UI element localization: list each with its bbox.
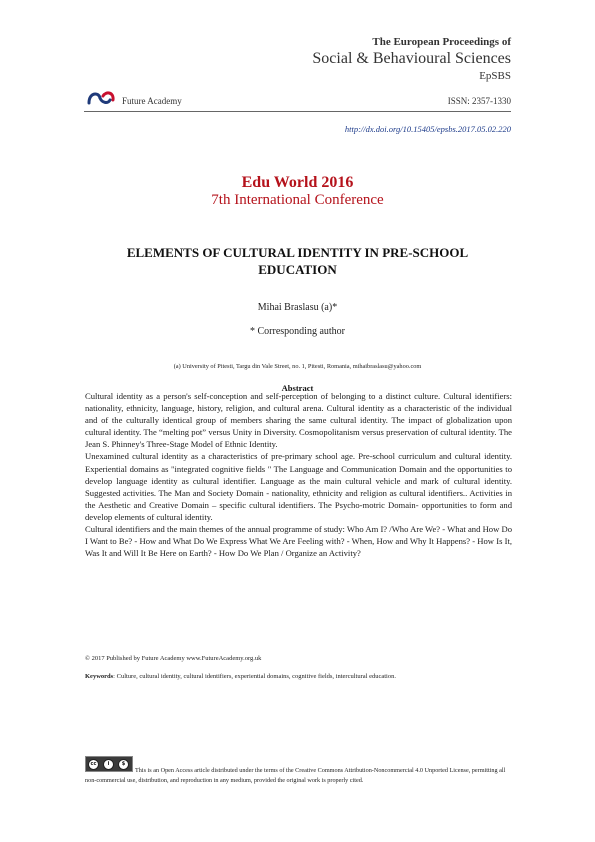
keywords-label: Keywords bbox=[85, 673, 114, 680]
doi-link[interactable]: http://dx.doi.org/10.15405/epsbs.2017.05.02.220 bbox=[344, 124, 511, 134]
journal-series-label: The European Proceedings of bbox=[372, 36, 511, 48]
abstract-heading: Abstract bbox=[281, 383, 314, 393]
publisher-name: Future Academy bbox=[122, 96, 182, 106]
cc-icon: cc bbox=[88, 759, 99, 770]
header-divider bbox=[84, 111, 511, 112]
future-academy-logo-icon bbox=[86, 90, 116, 105]
corresponding-author-note: * Corresponding author bbox=[250, 326, 345, 337]
paper-title: ELEMENTS OF CULTURAL IDENTITY IN PRE-SCHOOL EDUCATION bbox=[126, 245, 469, 277]
noncommercial-icon: $ bbox=[118, 759, 129, 770]
abstract-paragraph: Cultural identity as a person's self-conception and self-perception of belonging to a distinct culture. Cultural identifiers: nationality, ethnicity, language, history, religion, and cultural arena. Cultural identity as a characteristic of the individual and of the culturally identical group of members sharing the same cultural identity. The impact of globalization upon cultural identity. The “melting pot” versus Unity in Diversity. Cosmopolitanism versus preservation of cultural identity. The Jean S. Phinney's Three-Stage Model of Ethnic Identity. bbox=[85, 391, 512, 450]
abstract-paragraph: Cultural identifiers and the main themes of the annual programme of study: Who Am I? /Who Are We? - What and How Do I Want to Be? - How and What Do We Express What We Are Feeling with? - When, How and Why It Happens? - How Is It, Was It and Will It Be Here on Earth? - How Do We Plan / Organize an Activity? bbox=[85, 524, 512, 559]
journal-name: Social & Behavioural Sciences bbox=[312, 50, 511, 67]
abstract-body bbox=[85, 390, 512, 559]
by-attribution-icon: i bbox=[103, 759, 114, 770]
conference-subtitle: 7th International Conference bbox=[211, 192, 384, 208]
conference-title: Edu World 2016 bbox=[241, 174, 354, 191]
abstract-paragraph: Unexamined cultural identity as a characteristics of pre-primary school age. Pre-school curriculum and cultural identity. Experiential domains as "integrated cognitive fields " The Language and Communication Domain and the opportunities to develop language identity as cultural identifier. Language as the main cultural vehicle and mark of cultural identity. Suggested activities. The Man and Society Domain - nationality, ethnicity and religion as cultural identifiers.. Activities in the Aesthetic and Creative Domain – specific cultural identifiers. The Psycho-motric Domain- opportunities to form and develop elements of cultural identity. bbox=[85, 451, 512, 522]
issn: ISSN: 2357-1330 bbox=[447, 96, 511, 106]
author-name: Mihai Braslasu (a)* bbox=[257, 302, 338, 313]
copyright-notice: © 2017 Published by Future Academy www.FutureAcademy.org.uk bbox=[85, 655, 262, 662]
author-affiliation: (a) University of Pitesti, Targu din Vale Street, no. 1, Pitesti, Romania, mihaibraslasu@yahoo.com bbox=[173, 363, 422, 370]
keywords bbox=[85, 673, 396, 680]
journal-abbreviation: EpSBS bbox=[479, 70, 511, 82]
license-statement: This is an Open Access article distributed under the terms of the Creative Commons Attribution-Noncommercial 4.0 Unported License, permitting all non-commercial use, distribution, and reproduction in any medium, provided the original work is properly cited. bbox=[85, 767, 506, 784]
keywords-list: : Culture, cultural identity, cultural identifiers, experiential domains, cognitive fields, intercultural education. bbox=[113, 673, 396, 680]
